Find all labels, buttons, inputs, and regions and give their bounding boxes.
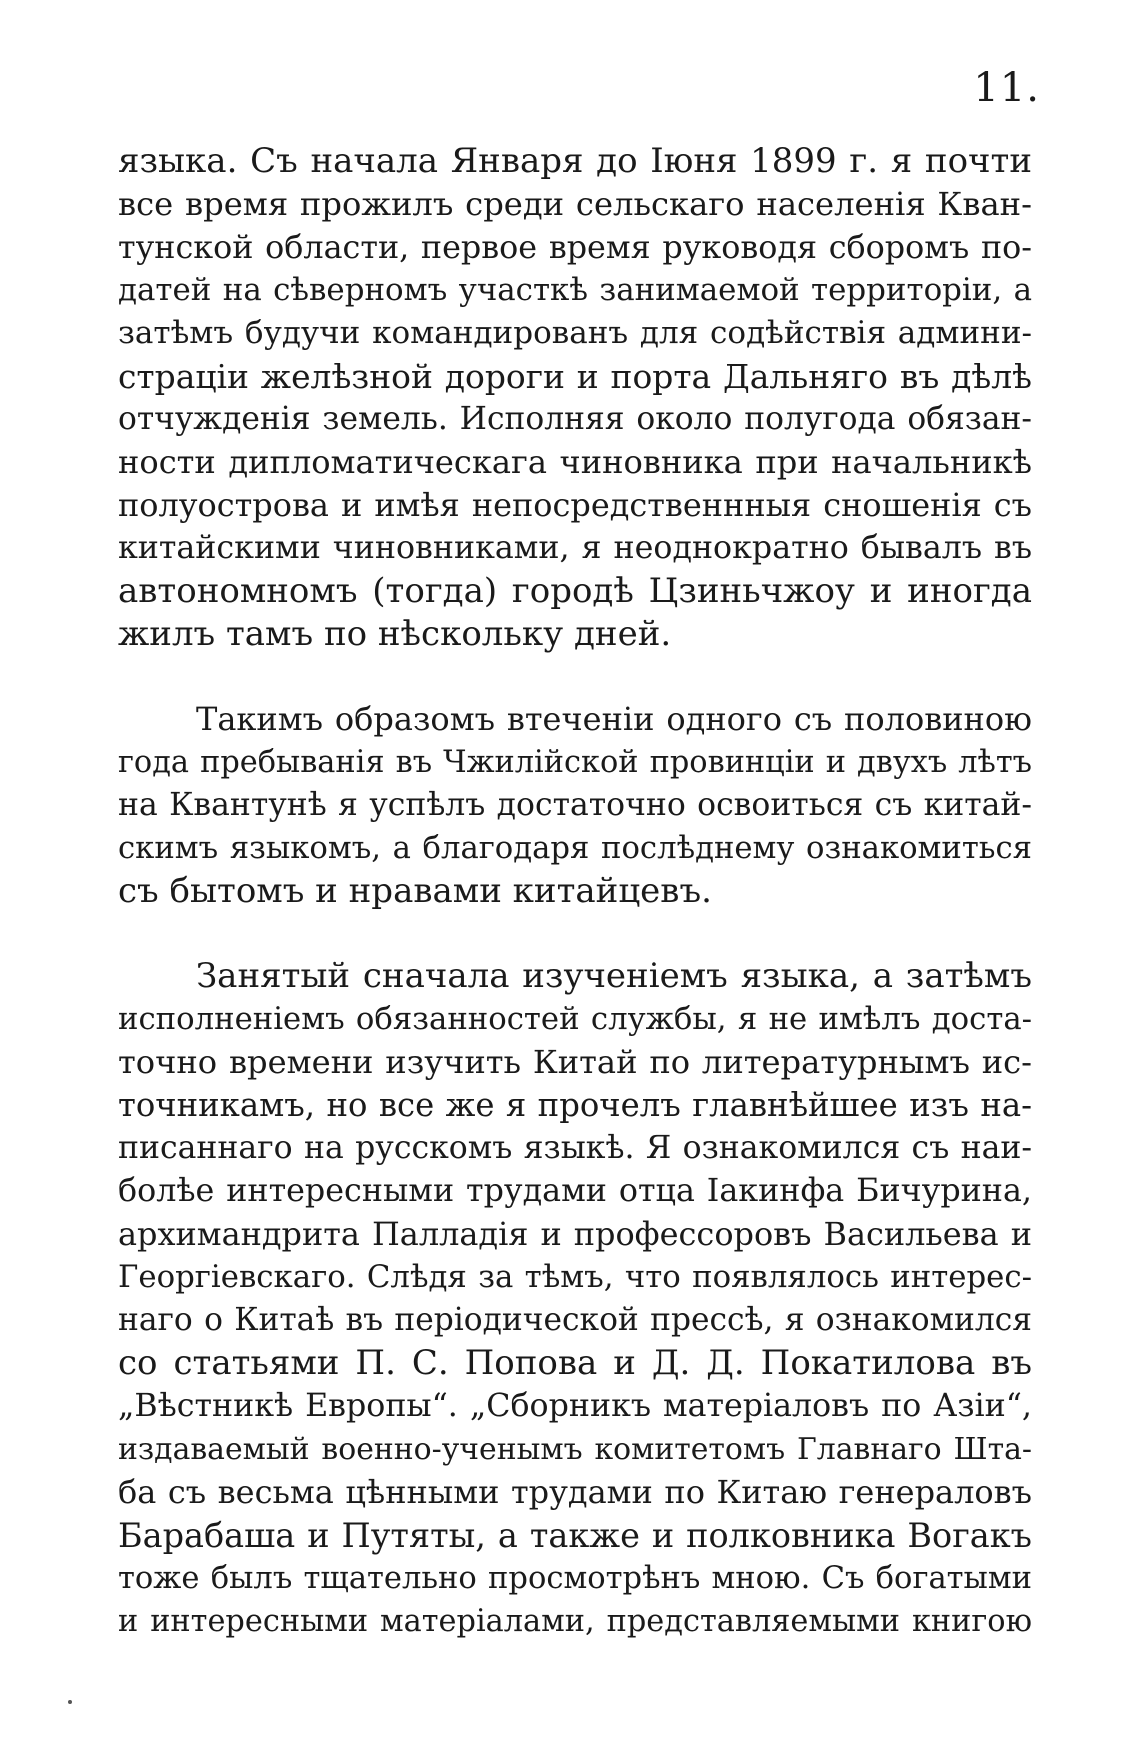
text-line: страціи желѣзной дороги и порта Дальняго въ дѣлѣ (118, 357, 1032, 396)
scan-speck (68, 1700, 72, 1704)
text-line: Георгіевскаго. Слѣдя за тѣмъ, что появлялось интерес- (118, 1259, 1032, 1295)
text-line: жилъ тамъ по нѣскольку дней. (118, 614, 672, 654)
text-line: архимандрита Палладія и профессоровъ Васильева и (118, 1215, 1032, 1253)
text-line: все время прожилъ среди сельскаго населенія Кван- (118, 185, 1032, 223)
paragraph-2 (118, 698, 1032, 913)
text-line: ности дипломатическага чиновника при начальникѣ (118, 443, 1032, 481)
paragraph-gap (118, 913, 1032, 955)
paragraph-gap (118, 656, 1032, 698)
text-line: болѣе интересными трудами отца Іакинфа Бичурина, (118, 1173, 1032, 1209)
body-text (118, 140, 1032, 1643)
text-line: и интересными матеріалами, представляемыми книгою (118, 1604, 1032, 1639)
text-line: затѣмъ будучи командированъ для содѣйствія админи- (118, 315, 1032, 351)
text-line: писаннаго на русскомъ языкѣ. Я ознакомился съ наи- (118, 1130, 1032, 1166)
text-line: Занятый сначала изученіемъ языка, а затѣмъ (196, 956, 1032, 996)
text-line: автономномъ (тогда) городѣ Цзиньчжоу и иногда (118, 571, 1032, 611)
text-line: „Вѣстникѣ Европы“. „Сборникъ матеріаловъ по Азіи“, (118, 1388, 1032, 1424)
text-line: языка. Съ начала Января до Іюня 1899 г. я почти (118, 141, 1032, 181)
text-line: со статьями П. С. Попова и Д. Д. Покатилова въ (118, 1343, 1032, 1383)
text-line: Барабаша и Путяты, а также и полковника Вогакъ (118, 1516, 1032, 1555)
text-line: Такимъ образомъ втеченіи одного съ половиною (196, 700, 1032, 738)
text-line: тоже былъ тщательно просмотрѣнъ мною. Съ богатыми (118, 1561, 1032, 1596)
text-line: отчужденія земель. Исполняя около полугода обязан- (118, 401, 1032, 437)
text-line: китайскими чиновниками, я неоднократно бывалъ въ (118, 530, 1032, 566)
paragraph-1 (118, 140, 1032, 656)
text-line: издаваемый военно-ученымъ комитетомъ Главнаго Шта- (118, 1432, 1032, 1467)
text-line: наго о Китаѣ въ періодической прессѣ, я ознакомился (118, 1302, 1032, 1338)
text-line: скимъ языкомъ, а благодаря послѣднему ознакомиться (118, 831, 1032, 866)
text-line: точникамъ, но все же я прочелъ главнѣйшее изъ на- (118, 1086, 1032, 1124)
page-number: 11. (973, 65, 1040, 111)
paragraph-3 (118, 955, 1032, 1643)
text-line: исполненіемъ обязанностей службы, я не имѣлъ доста- (118, 1001, 1032, 1037)
text-line: точно времени изучить Китай по литературнымъ ис- (118, 1043, 1032, 1081)
text-line: тунской области, первое время руководя сборомъ по- (118, 229, 1032, 266)
text-line: ба съ весьма цѣнными трудами по Китаю генераловъ (118, 1473, 1032, 1511)
text-line: съ бытомъ и нравами китайцевъ. (118, 871, 712, 911)
text-line: на Квантунѣ я успѣлъ достаточно освоиться съ китай- (118, 787, 1032, 823)
text-line: датей на сѣверномъ участкѣ занимаемой территоріи, а (118, 272, 1032, 308)
text-line: года пребыванія въ Чжилійской провинціи и двухъ лѣтъ (118, 745, 1032, 780)
text-line: полуострова и имѣя непосредственнныя сношенія съ (118, 486, 1032, 524)
